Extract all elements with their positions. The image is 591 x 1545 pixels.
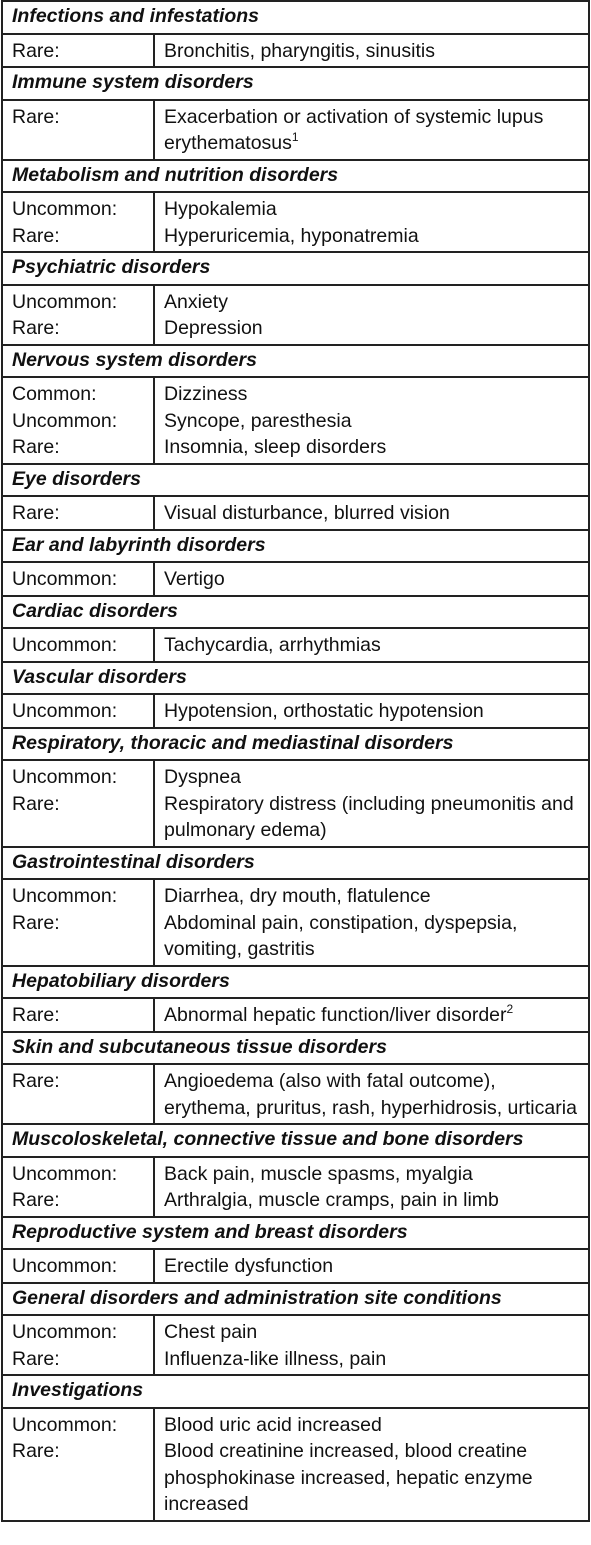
section-title: Eye disorders [2, 464, 589, 497]
reaction-cell [154, 377, 589, 464]
frequency-cell [2, 1249, 154, 1283]
frequency-label: Uncommon: [12, 1162, 118, 1185]
reaction-text: Blood uric acid increased [164, 1413, 382, 1436]
section-row [2, 1064, 589, 1124]
section-header-row [2, 1, 589, 34]
frequency-label: Uncommon: [12, 766, 118, 788]
section-row [2, 562, 589, 596]
frequency-cell [2, 562, 154, 596]
section-title: Ear and labyrinth disorders [2, 530, 589, 563]
reaction-cell [154, 1315, 589, 1375]
frequency-label: Rare: [12, 502, 60, 524]
section-row [2, 285, 589, 345]
reaction-text: Dizziness [164, 383, 248, 405]
section-row [2, 694, 589, 728]
reaction-cell [154, 1249, 589, 1283]
section-header-row [2, 966, 589, 999]
reaction-text: Hypotension, orthostatic hypotension [164, 700, 484, 722]
section-title: Gastrointestinal disorders [2, 847, 589, 880]
reaction-text: Influenza-like illness, pain [164, 1347, 387, 1370]
reaction-text: Visual disturbance, blurred vision [164, 502, 450, 524]
frequency-label: Rare: [12, 39, 60, 62]
reaction-text: Hypokalemia [164, 198, 277, 220]
section-title: Skin and subcutaneous tissue disorders [2, 1032, 589, 1065]
section-title: Psychiatric disorders [2, 252, 589, 285]
section-title: Cardiac disorders [2, 596, 589, 629]
reaction-cell [154, 34, 589, 68]
section-row [2, 1315, 589, 1375]
section-title: Reproductive system and breast disorders [2, 1217, 589, 1250]
table-body [2, 1, 589, 1521]
reaction-cell [154, 879, 589, 966]
section-header-row [2, 1375, 589, 1408]
frequency-cell [2, 879, 154, 966]
reaction-cell [154, 628, 589, 662]
reaction-cell [154, 285, 589, 345]
reaction-text: Abdominal pain, constipation, dyspepsia, vomiting, gastritis [164, 911, 518, 960]
section-header-row [2, 530, 589, 563]
section-row [2, 760, 589, 847]
reaction-text: Tachycardia, arrhythmias [164, 634, 381, 656]
frequency-label: Rare: [12, 1347, 60, 1370]
frequency-cell [2, 628, 154, 662]
section-row [2, 100, 589, 160]
reaction-text: Arthralgia, muscle cramps, pain in limb [164, 1189, 499, 1211]
section-header-row [2, 67, 589, 100]
section-title: Muscoloskeletal, connective tissue and bone disorders [2, 1124, 589, 1157]
reaction-text: Erectile dysfunction [164, 1255, 334, 1277]
section-row [2, 496, 589, 530]
reaction-cell [154, 496, 589, 530]
reaction-text: Hyperuricemia, hyponatremia [164, 224, 419, 247]
frequency-label: Rare: [12, 911, 60, 934]
reaction-text: Back pain, muscle spasms, myalgia [164, 1162, 473, 1185]
section-title: General disorders and administration site conditions [2, 1283, 589, 1316]
reaction-text: Syncope, paresthesia [164, 409, 352, 432]
frequency-cell [2, 377, 154, 464]
footnote-marker: 1 [291, 129, 299, 144]
frequency-cell [2, 496, 154, 530]
section-title: Vascular disorders [2, 662, 589, 695]
reaction-cell [154, 1157, 589, 1217]
frequency-label: Uncommon: [12, 1321, 118, 1343]
section-header-row [2, 1124, 589, 1157]
frequency-cell [2, 1157, 154, 1217]
reaction-cell [154, 694, 589, 728]
reaction-cell [154, 192, 589, 252]
reaction-text [164, 104, 584, 157]
section-header-row [2, 1032, 589, 1065]
reaction-text: Chest pain [164, 1321, 258, 1343]
section-header-row [2, 1217, 589, 1250]
frequency-cell [2, 34, 154, 68]
section-header-row [2, 847, 589, 880]
section-header-row [2, 464, 589, 497]
reaction-text: Dyspnea [164, 766, 241, 788]
section-row [2, 628, 589, 662]
frequency-cell [2, 760, 154, 847]
frequency-label: Rare: [12, 1440, 60, 1462]
reaction-text: Insomnia, sleep disorders [164, 436, 387, 458]
frequency-cell [2, 694, 154, 728]
reaction-cell [154, 760, 589, 847]
frequency-label: Rare: [12, 436, 60, 458]
reaction-text-body: Abnormal hepatic function/liver disorder [164, 1004, 507, 1026]
section-row [2, 1249, 589, 1283]
section-header-row [2, 662, 589, 695]
frequency-label: Uncommon: [12, 885, 118, 907]
frequency-label: Uncommon: [12, 1255, 118, 1277]
frequency-cell [2, 1064, 154, 1124]
reaction-cell [154, 100, 589, 160]
reaction-text: Bronchitis, pharyngitis, sinusitis [164, 39, 435, 62]
section-row [2, 34, 589, 68]
frequency-label: Uncommon: [12, 700, 118, 722]
section-title: Investigations [2, 1375, 589, 1408]
reaction-text: Respiratory distress (including pneumonitis and pulmonary edema) [164, 792, 574, 841]
section-header-row [2, 160, 589, 193]
frequency-label: Uncommon: [12, 409, 118, 432]
section-header-row [2, 1283, 589, 1316]
frequency-label: Rare: [12, 317, 60, 339]
frequency-label: Rare: [12, 1004, 60, 1026]
frequency-cell [2, 285, 154, 345]
frequency-label: Rare: [12, 105, 60, 128]
footnote-marker: 2 [506, 1001, 514, 1016]
frequency-cell [2, 1315, 154, 1375]
section-row [2, 879, 589, 966]
frequency-label: Rare: [12, 1189, 60, 1211]
frequency-cell [2, 1408, 154, 1521]
section-title: Immune system disorders [2, 67, 589, 100]
section-title: Hepatobiliary disorders [2, 966, 589, 999]
reaction-text-body: Exacerbation or activation of systemic lupus erythematosus [164, 105, 544, 154]
section-row [2, 1157, 589, 1217]
frequency-label: Rare: [12, 792, 60, 815]
reaction-cell [154, 998, 589, 1032]
frequency-cell [2, 192, 154, 252]
reaction-cell [154, 562, 589, 596]
frequency-label: Uncommon: [12, 634, 118, 656]
frequency-label: Common: [12, 383, 97, 405]
frequency-label: Uncommon: [12, 198, 118, 220]
section-title: Infections and infestations [2, 1, 589, 34]
frequency-label: Uncommon: [12, 568, 118, 590]
reaction-cell [154, 1408, 589, 1521]
frequency-label: Rare: [12, 224, 60, 247]
frequency-cell [2, 100, 154, 160]
section-header-row [2, 596, 589, 629]
frequency-cell [2, 998, 154, 1032]
reaction-text: Angioedema (also with fatal outcome), erythema, pruritus, rash, hyperhidrosis, urticaria [164, 1070, 577, 1119]
reaction-text: Depression [164, 317, 263, 339]
section-title: Respiratory, thoracic and mediastinal disorders [2, 728, 589, 761]
section-header-row [2, 345, 589, 378]
reaction-text: Anxiety [164, 290, 228, 313]
section-header-row [2, 728, 589, 761]
reaction-text: Blood creatinine increased, blood creatine phosphokinase increased, hepatic enzyme increased [164, 1440, 533, 1515]
frequency-label: Uncommon: [12, 290, 118, 313]
reaction-text: Vertigo [164, 568, 225, 590]
section-row [2, 192, 589, 252]
adverse-reactions-table [1, 0, 590, 1522]
section-title: Metabolism and nutrition disorders [2, 160, 589, 193]
section-row [2, 377, 589, 464]
section-header-row [2, 252, 589, 285]
reaction-text: Diarrhea, dry mouth, flatulence [164, 885, 431, 907]
section-row [2, 998, 589, 1032]
section-row [2, 1408, 589, 1521]
frequency-label: Rare: [12, 1070, 60, 1092]
reaction-text [164, 1002, 584, 1029]
frequency-label: Uncommon: [12, 1413, 118, 1436]
section-title: Nervous system disorders [2, 345, 589, 378]
reaction-cell [154, 1064, 589, 1124]
